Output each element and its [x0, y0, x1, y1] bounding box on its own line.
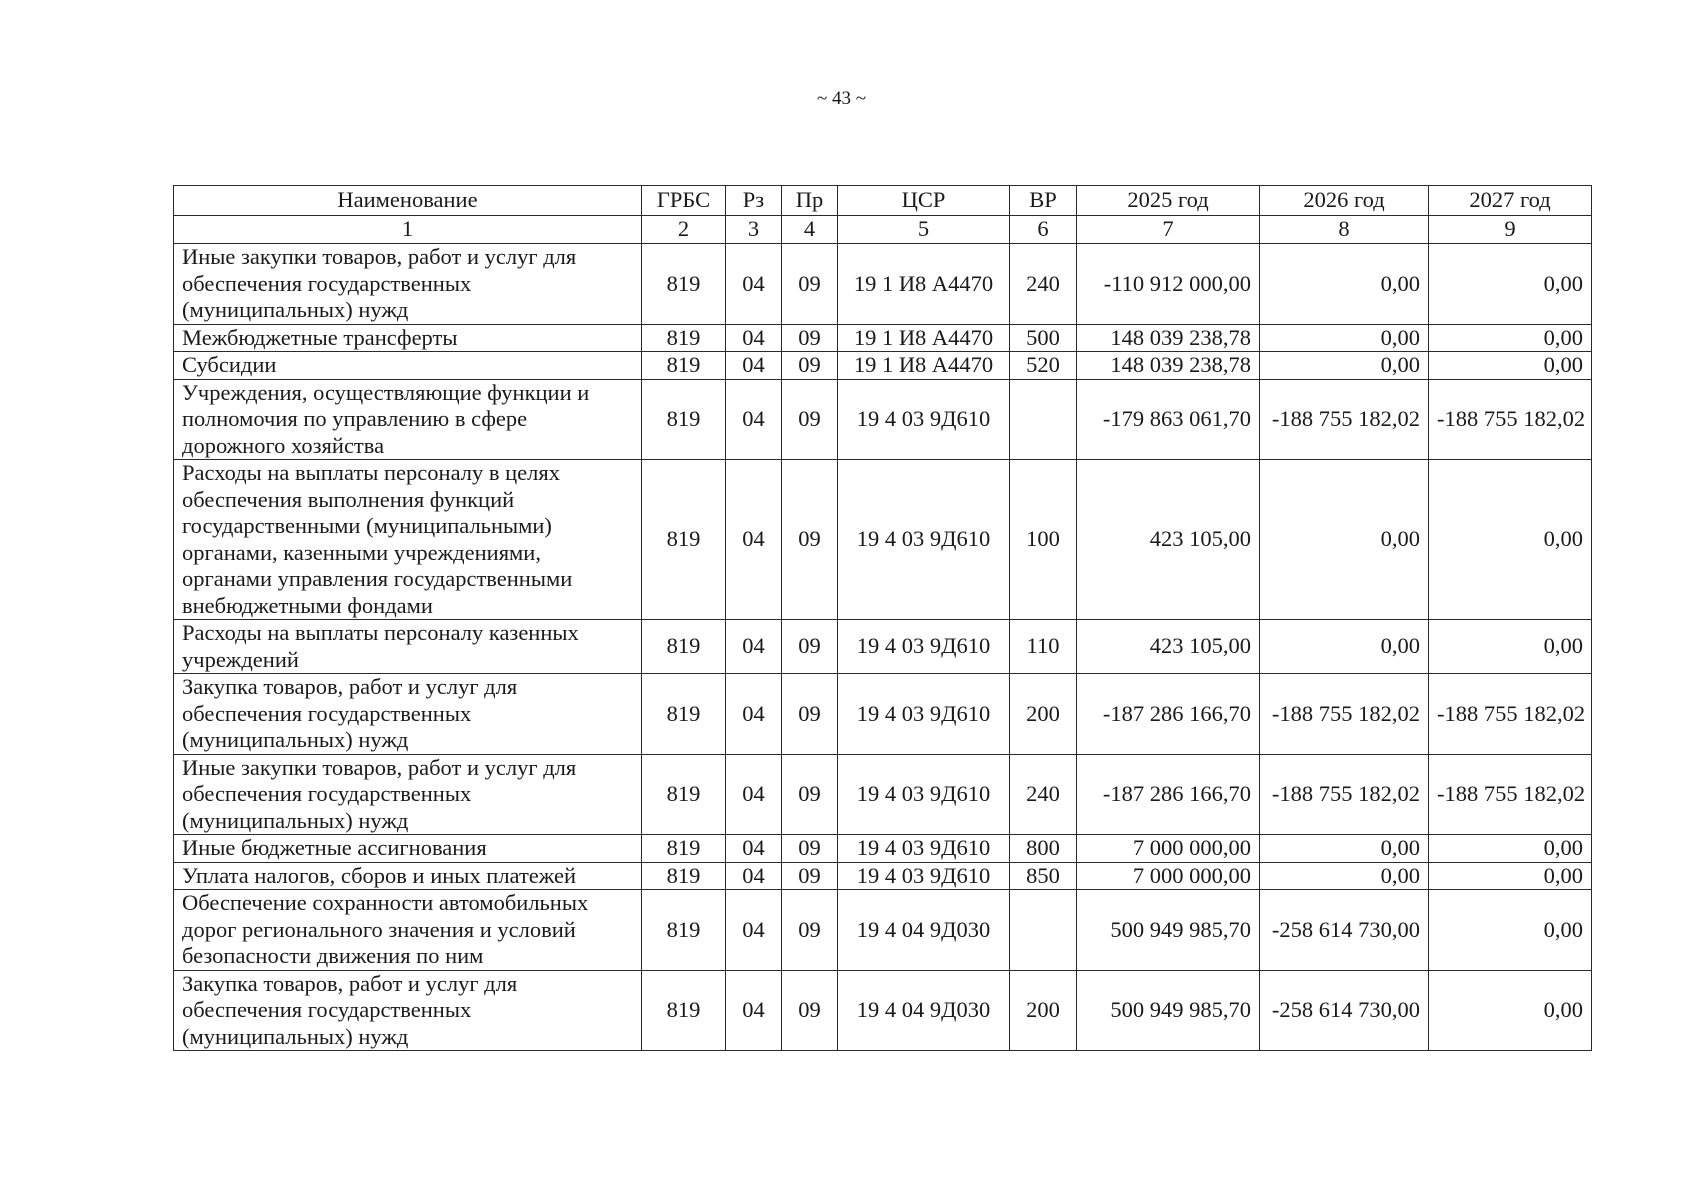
row-vr: 200 — [1010, 970, 1077, 1051]
row-csr: 19 4 03 9Д610 — [838, 862, 1010, 890]
row-grbs: 819 — [642, 379, 726, 460]
column-number: 8 — [1260, 216, 1429, 244]
row-2027: 0,00 — [1429, 620, 1592, 674]
row-2025: 500 949 985,70 — [1077, 970, 1260, 1051]
row-rz: 04 — [726, 244, 782, 325]
table-row — [174, 324, 1592, 352]
header-2027: 2027 год — [1429, 186, 1592, 216]
row-2027: 0,00 — [1429, 890, 1592, 971]
row-name: Обеспечение сохранности автомобильных дорог регионального значения и условий безопасности движения по ним — [174, 890, 642, 971]
row-vr: 200 — [1010, 674, 1077, 755]
row-pr: 09 — [782, 970, 838, 1051]
row-grbs: 819 — [642, 862, 726, 890]
row-2025: 423 105,00 — [1077, 620, 1260, 674]
row-csr: 19 4 03 9Д610 — [838, 835, 1010, 863]
row-2026: -188 755 182,02 — [1260, 754, 1429, 835]
row-name: Уплата налогов, сборов и иных платежей — [174, 862, 642, 890]
row-csr: 19 4 03 9Д610 — [838, 460, 1010, 620]
row-2025: 148 039 238,78 — [1077, 324, 1260, 352]
row-rz: 04 — [726, 674, 782, 755]
row-2027: -188 755 182,02 — [1429, 754, 1592, 835]
row-name: Расходы на выплаты персоналу в целях обеспечения выполнения функций государственными (муниципальными) органами, казенными учреждениями, органами управления государственными внебюджетными фондами — [174, 460, 642, 620]
table-row — [174, 890, 1592, 971]
row-rz: 04 — [726, 352, 782, 380]
row-2025: -187 286 166,70 — [1077, 754, 1260, 835]
column-number: 5 — [838, 216, 1010, 244]
column-number: 1 — [174, 216, 642, 244]
row-pr: 09 — [782, 890, 838, 971]
row-name: Учреждения, осуществляющие функции и полномочия по управлению в сфере дорожного хозяйства — [174, 379, 642, 460]
row-csr: 19 1 И8 А4470 — [838, 352, 1010, 380]
row-vr: 240 — [1010, 244, 1077, 325]
table-body — [174, 244, 1592, 1051]
row-2026: -258 614 730,00 — [1260, 890, 1429, 971]
row-rz: 04 — [726, 620, 782, 674]
row-2026: 0,00 — [1260, 460, 1429, 620]
column-number: 3 — [726, 216, 782, 244]
row-vr — [1010, 379, 1077, 460]
table-row — [174, 244, 1592, 325]
row-grbs: 819 — [642, 244, 726, 325]
row-vr: 100 — [1010, 460, 1077, 620]
row-vr: 520 — [1010, 352, 1077, 380]
row-vr — [1010, 890, 1077, 971]
row-pr: 09 — [782, 379, 838, 460]
row-rz: 04 — [726, 754, 782, 835]
table-row — [174, 674, 1592, 755]
page-number: ~ 43 ~ — [816, 88, 867, 109]
row-rz: 04 — [726, 835, 782, 863]
budget-table — [173, 185, 1592, 1051]
row-name: Расходы на выплаты персоналу казенных учреждений — [174, 620, 642, 674]
row-vr: 850 — [1010, 862, 1077, 890]
row-2027: 0,00 — [1429, 352, 1592, 380]
column-number-row — [174, 216, 1592, 244]
table-row — [174, 352, 1592, 380]
row-2025: -179 863 061,70 — [1077, 379, 1260, 460]
column-number: 7 — [1077, 216, 1260, 244]
row-2026: -188 755 182,02 — [1260, 674, 1429, 755]
column-number: 2 — [642, 216, 726, 244]
row-grbs: 819 — [642, 970, 726, 1051]
row-csr: 19 4 03 9Д610 — [838, 620, 1010, 674]
table-row — [174, 620, 1592, 674]
table-row — [174, 862, 1592, 890]
header-vr: ВР — [1010, 186, 1077, 216]
row-2027: -188 755 182,02 — [1429, 674, 1592, 755]
row-grbs: 819 — [642, 835, 726, 863]
row-pr: 09 — [782, 754, 838, 835]
row-vr: 500 — [1010, 324, 1077, 352]
row-grbs: 819 — [642, 890, 726, 971]
header-2026: 2026 год — [1260, 186, 1429, 216]
row-pr: 09 — [782, 460, 838, 620]
row-name: Субсидии — [174, 352, 642, 380]
row-grbs: 819 — [642, 620, 726, 674]
column-number: 9 — [1429, 216, 1592, 244]
table-row — [174, 754, 1592, 835]
header-csr: ЦСР — [838, 186, 1010, 216]
row-pr: 09 — [782, 324, 838, 352]
row-grbs: 819 — [642, 460, 726, 620]
row-grbs: 819 — [642, 324, 726, 352]
column-number: 4 — [782, 216, 838, 244]
row-name: Иные закупки товаров, работ и услуг для обеспечения государственных (муниципальных) нужд — [174, 754, 642, 835]
row-csr: 19 4 04 9Д030 — [838, 890, 1010, 971]
row-csr: 19 1 И8 А4470 — [838, 244, 1010, 325]
row-2026: 0,00 — [1260, 324, 1429, 352]
row-2025: 423 105,00 — [1077, 460, 1260, 620]
row-name: Иные бюджетные ассигнования — [174, 835, 642, 863]
header-grbs: ГРБС — [642, 186, 726, 216]
row-pr: 09 — [782, 835, 838, 863]
header-name: Наименование — [174, 186, 642, 216]
row-grbs: 819 — [642, 674, 726, 755]
row-pr: 09 — [782, 244, 838, 325]
row-2026: -188 755 182,02 — [1260, 379, 1429, 460]
header-rz: Рз — [726, 186, 782, 216]
row-2025: 148 039 238,78 — [1077, 352, 1260, 380]
table-header — [174, 186, 1592, 244]
row-pr: 09 — [782, 674, 838, 755]
row-2026: 0,00 — [1260, 862, 1429, 890]
row-grbs: 819 — [642, 352, 726, 380]
row-2027: 0,00 — [1429, 970, 1592, 1051]
row-vr: 800 — [1010, 835, 1077, 863]
row-pr: 09 — [782, 352, 838, 380]
column-number: 6 — [1010, 216, 1077, 244]
row-pr: 09 — [782, 862, 838, 890]
row-2027: 0,00 — [1429, 244, 1592, 325]
row-2027: 0,00 — [1429, 324, 1592, 352]
row-2026: 0,00 — [1260, 620, 1429, 674]
row-2027: 0,00 — [1429, 862, 1592, 890]
row-csr: 19 4 03 9Д610 — [838, 379, 1010, 460]
row-2025: -110 912 000,00 — [1077, 244, 1260, 325]
row-2026: 0,00 — [1260, 352, 1429, 380]
row-2025: -187 286 166,70 — [1077, 674, 1260, 755]
header-pr: Пр — [782, 186, 838, 216]
table-row — [174, 379, 1592, 460]
row-vr: 240 — [1010, 754, 1077, 835]
row-csr: 19 4 04 9Д030 — [838, 970, 1010, 1051]
row-2027: 0,00 — [1429, 835, 1592, 863]
header-row — [174, 186, 1592, 216]
row-rz: 04 — [726, 324, 782, 352]
row-name: Иные закупки товаров, работ и услуг для обеспечения государственных (муниципальных) нужд — [174, 244, 642, 325]
row-2026: -258 614 730,00 — [1260, 970, 1429, 1051]
row-vr: 110 — [1010, 620, 1077, 674]
row-rz: 04 — [726, 460, 782, 620]
row-grbs: 819 — [642, 754, 726, 835]
row-2027: 0,00 — [1429, 460, 1592, 620]
row-csr: 19 4 03 9Д610 — [838, 674, 1010, 755]
row-name: Закупка товаров, работ и услуг для обеспечения государственных (муниципальных) нужд — [174, 674, 642, 755]
row-rz: 04 — [726, 890, 782, 971]
row-2025: 500 949 985,70 — [1077, 890, 1260, 971]
table-row — [174, 970, 1592, 1051]
table-row — [174, 835, 1592, 863]
row-rz: 04 — [726, 862, 782, 890]
row-2025: 7 000 000,00 — [1077, 835, 1260, 863]
row-rz: 04 — [726, 379, 782, 460]
row-2026: 0,00 — [1260, 244, 1429, 325]
row-name: Межбюджетные трансферты — [174, 324, 642, 352]
row-2025: 7 000 000,00 — [1077, 862, 1260, 890]
row-csr: 19 1 И8 А4470 — [838, 324, 1010, 352]
table-row — [174, 460, 1592, 620]
row-pr: 09 — [782, 620, 838, 674]
row-name: Закупка товаров, работ и услуг для обеспечения государственных (муниципальных) нужд — [174, 970, 642, 1051]
row-2026: 0,00 — [1260, 835, 1429, 863]
row-csr: 19 4 03 9Д610 — [838, 754, 1010, 835]
header-2025: 2025 год — [1077, 186, 1260, 216]
row-rz: 04 — [726, 970, 782, 1051]
row-2027: -188 755 182,02 — [1429, 379, 1592, 460]
